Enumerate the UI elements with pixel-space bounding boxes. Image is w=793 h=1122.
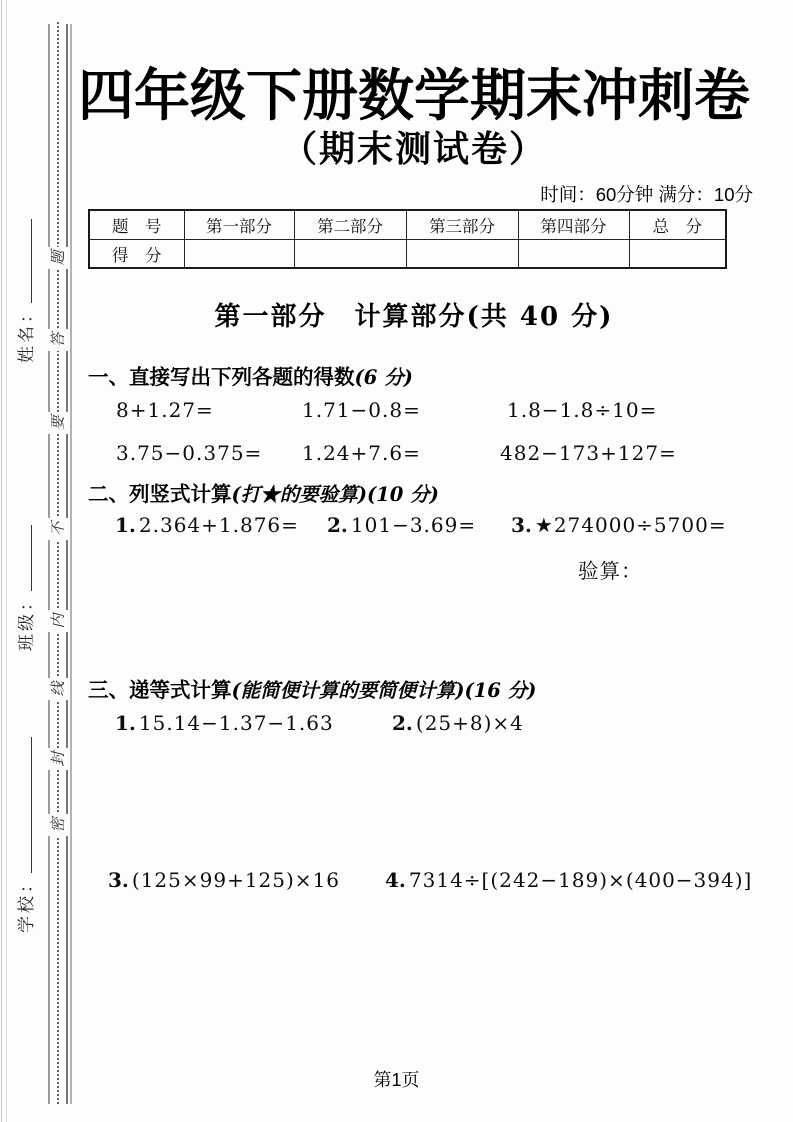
- q1-expression: 482−173+127=: [500, 441, 677, 465]
- item-expression: (125×99+125)×16: [131, 868, 341, 892]
- seal-char: 不: [48, 518, 68, 540]
- time-and-score-info: 时间：60分钟 满分：10分: [540, 184, 753, 205]
- question-1-title-main: 一、直接写出下列各题的得数: [88, 366, 355, 389]
- header-total: 总 分: [629, 210, 726, 240]
- question-2-title: [88, 477, 439, 507]
- score-cell-empty: [406, 240, 518, 269]
- q1-expression: 1.24+7.6=: [302, 441, 421, 465]
- item-number: 1.: [115, 513, 136, 537]
- q3-item: [115, 711, 334, 735]
- school-blank-line: [14, 737, 32, 873]
- question-1-points: (6 分): [354, 366, 413, 389]
- q1-expression: 1.8−1.8÷10=: [507, 398, 658, 422]
- item-expression: (25+8)×4: [415, 711, 524, 735]
- verification-label: 验算：: [578, 559, 643, 583]
- header-part-4: 第四部分: [518, 210, 629, 240]
- score-cell-empty: [184, 240, 294, 269]
- score-table: [88, 209, 727, 269]
- seal-char: 密: [48, 814, 68, 836]
- scan-edge-line: [6, 0, 7, 1122]
- student-school-field: [14, 721, 38, 933]
- q3-item: [108, 868, 340, 892]
- page-number: 第1页: [373, 1070, 420, 1090]
- item-number: 4.: [385, 868, 406, 892]
- question-2-note-points: (打★的要验算)(10 分): [231, 483, 439, 506]
- item-number: 3.: [511, 513, 532, 537]
- header-part-1: 第一部分: [184, 210, 294, 240]
- question-1-title: [88, 360, 413, 390]
- seal-char: 封: [48, 748, 68, 770]
- question-3-note-points: (能简便计算的要简便计算)(16 分): [231, 679, 537, 702]
- seal-char: 线: [48, 678, 68, 700]
- school-label: 学校：: [17, 873, 37, 933]
- seal-rail-inner-line: [70, 24, 72, 1104]
- seal-char: 内: [48, 610, 68, 632]
- score-table-header-row: [89, 210, 726, 240]
- item-expression: 7314÷[(242−189)×(400−394)]: [408, 868, 753, 892]
- q3-item: [385, 868, 752, 892]
- item-expression: 15.14−1.37−1.63: [138, 711, 334, 735]
- class-blank-line: [14, 525, 32, 591]
- seal-rail-outer-line: [48, 24, 50, 1104]
- question-2-title-main: 二、列竖式计算: [88, 483, 232, 506]
- seal-char: 答: [48, 329, 68, 351]
- page-title: 四年级下册数学期末冲刺卷: [78, 64, 750, 127]
- q1-expression: 8+1.27=: [116, 398, 214, 422]
- question-3-title-main: 三、递等式计算: [88, 679, 232, 702]
- item-number: 2.: [327, 513, 348, 537]
- section-1-heading: 第一部分 计算部分(共 40 分): [214, 302, 614, 332]
- seal-rail-inner-line: [66, 24, 68, 1104]
- name-label: 姓名：: [17, 303, 37, 363]
- score-row-label: 得 分: [89, 240, 184, 269]
- seal-char: 要: [48, 412, 68, 434]
- seal-char: 题: [48, 247, 68, 269]
- name-blank-line: [14, 219, 32, 303]
- item-expression: 2.364+1.876=: [138, 513, 299, 537]
- student-name-field: [14, 193, 38, 363]
- q1-expression: 3.75−0.375=: [116, 441, 263, 465]
- score-cell-empty: [518, 240, 629, 269]
- score-table-score-row: [89, 240, 726, 269]
- item-number: 2.: [392, 711, 413, 735]
- header-part-3: 第三部分: [406, 210, 518, 240]
- item-expression: ★274000÷5700=: [534, 513, 727, 537]
- score-cell-empty: [294, 240, 406, 269]
- score-cell-empty: [629, 240, 726, 269]
- page-subtitle: （期末测试卷）: [280, 128, 547, 169]
- class-label: 班级：: [17, 591, 37, 651]
- item-expression: 101−3.69=: [350, 513, 477, 537]
- header-question-number: 题 号: [89, 210, 184, 240]
- q2-item: [327, 513, 476, 537]
- seal-dotted-line: [57, 22, 59, 1104]
- q2-item: [511, 513, 727, 537]
- item-number: 3.: [108, 868, 129, 892]
- student-class-field: [14, 511, 38, 651]
- question-3-title: [88, 673, 536, 703]
- q1-expression: 1.71−0.8=: [302, 398, 421, 422]
- q2-item: [115, 513, 299, 537]
- scan-edge-line: [1, 0, 2, 1122]
- q3-item: [392, 711, 524, 735]
- header-part-2: 第二部分: [294, 210, 406, 240]
- item-number: 1.: [115, 711, 136, 735]
